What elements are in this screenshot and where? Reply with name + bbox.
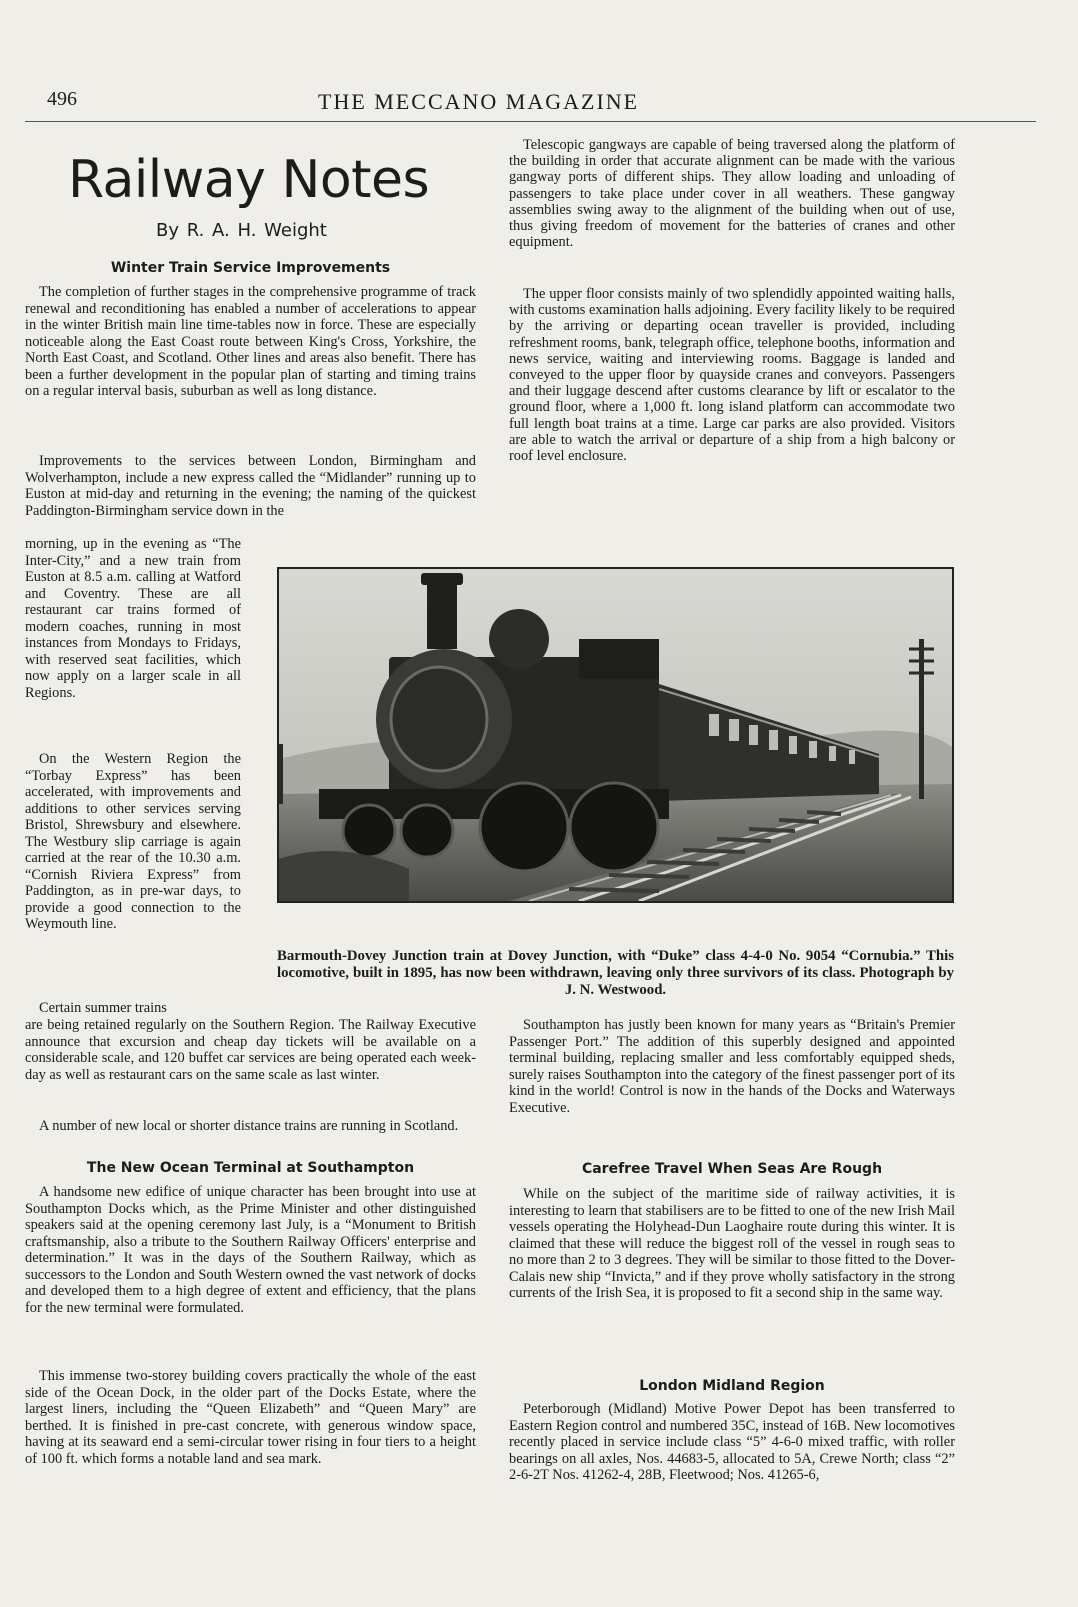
heading-winter-services: Winter Train Service Improvements [110,260,391,276]
paragraph-ocean-4: The upper floor consists mainly of two splendidly appointed waiting halls, with customs examination halls adjoining. Every facility likely to be required by the arriving or departing ocean traveller is provided, including refreshment rooms, bank, telegraph office, telephone booths, information and news service, waiting and interviewing rooms. Baggage is landed and conveyed to the upper floor by quayside cranes and conveyors. Passengers and their luggage descend after customs clearance by lift or escalator to the ground floor, where a 1,000 ft. long island platform can accommodate two full length boat trains at a time. Large car parks are also provided. Visitors are able to watch the arrival or departure of a ship from a high balcony or roof level enclosure. [509,286,955,465]
page-number: 496 [47,88,77,110]
train-photograph [277,567,954,903]
paragraph-ocean-2: This immense two-storey building covers practically the whole of the east side of the Ocean Dock, in the older part of the Docks Estate, where the largest liners, including the “Queen Elizabeth” and “Queen Mary” are berthed. It is finished in pre-cast concrete, with generous window space, having at its seaward end a semi-circular tower rising in four tiers to a height of 100 ft. which forms a notable land and sea mark. [25,1368,476,1467]
paragraph-winter-2-continued: morning, up in the evening as “The Inter-City,” and a new train from Euston at 8.5 a.m. calling at Watford and Coventry. These are all restaurant car trains formed of modern coaches, running in most instances from Mondays to Fridays, with reserved seat facilities, which now apply on a larger scale in all Regions. [25,536,241,701]
paragraph-carefree-1: While on the subject of the maritime side of railway activities, it is interesting to learn that stabilisers are to be fitted to one of the new Irish Mail vessels operating the Holyhead-Dun Laoghaire route during this winter. It is claimed that these will reduce the biggest roll of the vessel in rough seas to no more than 2 to 3 degrees. They will be similar to those fitted to the Dover-Calais new ship “Invicta,” and if they prove wholly satisfactory in the strong currents of the Irish Sea, it is proposed to fit a second ship in the same way. [509,1186,955,1301]
photo-caption: Barmouth-Dovey Junction train at Dovey Junction, with “Duke” class 4-4-0 No. 9054 “Cornubia.” This locomotive, built in 1895, has now been withdrawn, leaving only three survivors of its class. Photograph by J. N. Westwood. [277,948,954,998]
paragraph-ocean-1: A handsome new edifice of unique character has been brought into use at Southampton Docks which, as the Prime Minister and other distinguished speakers said at the opening ceremony last July, is a “Monument to British craftsmanship, also a tribute to the Southern Railway Officers' enterprise and determination.” It was in the days of the Southern Railway, which as successors to the London and South Western owned the vast network of docks and developed them to a high degree of extent and efficiency, that the plans for the new terminal were formulated. [25,1184,476,1316]
paragraph-winter-3: On the Western Region the “Torbay Express” has been accelerated, with improvements and additions to other services serving Bristol, Shrewsbury and elsewhere. The Westbury slip carriage is again carried at the rear of the 10.30 a.m. “Cornish Riviera Express” from Paddington, as in pre-war days, to provide a good connection to the Weymouth line. [25,751,241,932]
paragraph-winter-4-start: Certain summer trains [39,1000,167,1016]
paragraph-winter-1: The completion of further stages in the comprehensive programme of track renewal and reconditioning has enabled a number of accelerations to appear in the winter British main line time-tables now in force. These are especially noticeable along the East Coast route between King's Cross, Yorkshire, the North East Coast, and Scotland. Other lines and areas also benefit. There has been a further development in the popular plan of starting and timing trains on a regular interval basis, suburban as well as long distance. [25,284,476,399]
paragraph-winter-4: are being retained regularly on the Southern Region. The Railway Executive announce that excursion and cheap day tickets will be available on a considerable scale, and 120 buffet car services are being operated each week-day as well as restaurant cars on the same scale as last winter. [25,1017,476,1083]
heading-ocean-terminal: The New Ocean Terminal at Southampton [86,1160,415,1176]
paragraph-winter-5: A number of new local or shorter distance trains are running in Scotland. [39,1118,459,1134]
paragraph-ocean-3: Telescopic gangways are capable of being traversed along the platform of the building in order that accurate alignment can be made with the various gangway ports of different ships. They allow loading and unloading of passengers to take place under cover in all weathers. These gangway assemblies swing away to the alignment of the building when out of use, thus giving freedom of movement for the batteries of cranes and other equipment. [509,137,955,251]
locomotive-illustration [279,569,952,901]
article-title: Railway Notes [68,150,430,210]
paragraph-winter-2: Improvements to the services between London, Birmingham and Wolverhampton, include a new express called the “Midlander” running up to Euston at mid-day and returning in the evening; the naming of the quickest Paddington-Birmingham service down in the [25,453,476,519]
heading-london-midland: London Midland Region [639,1378,825,1394]
heading-carefree-travel: Carefree Travel When Seas Are Rough [581,1161,883,1177]
header-rule [25,121,1036,122]
paragraph-lmr-1: Peterborough (Midland) Motive Power Depot has been transferred to Eastern Region control and numbered 35C, instead of 16B. New locomotives recently placed in service include class “5” 4-6-0 mixed traffic, with roller bearings on all axles, Nos. 44683-5, allocated to 5A, Crewe North; class “2” 2-6-2T Nos. 41262-4, 28B, Fleetwood; Nos. 41265-6, [509,1401,955,1483]
paragraph-ocean-5: Southampton has justly been known for many years as “Britain's Premier Passenger Port.” The addition of this superbly designed and appointed terminal building, replacing smaller and less comfortably equipped sheds, surely raises Southampton into the category of the finest passenger port of its kind in the world! Control is now in the hands of the Docks and Waterways Executive. [509,1017,955,1116]
magazine-title: THE MECCANO MAGAZINE [318,89,640,114]
article-byline: By R. A. H. Weight [156,220,327,241]
